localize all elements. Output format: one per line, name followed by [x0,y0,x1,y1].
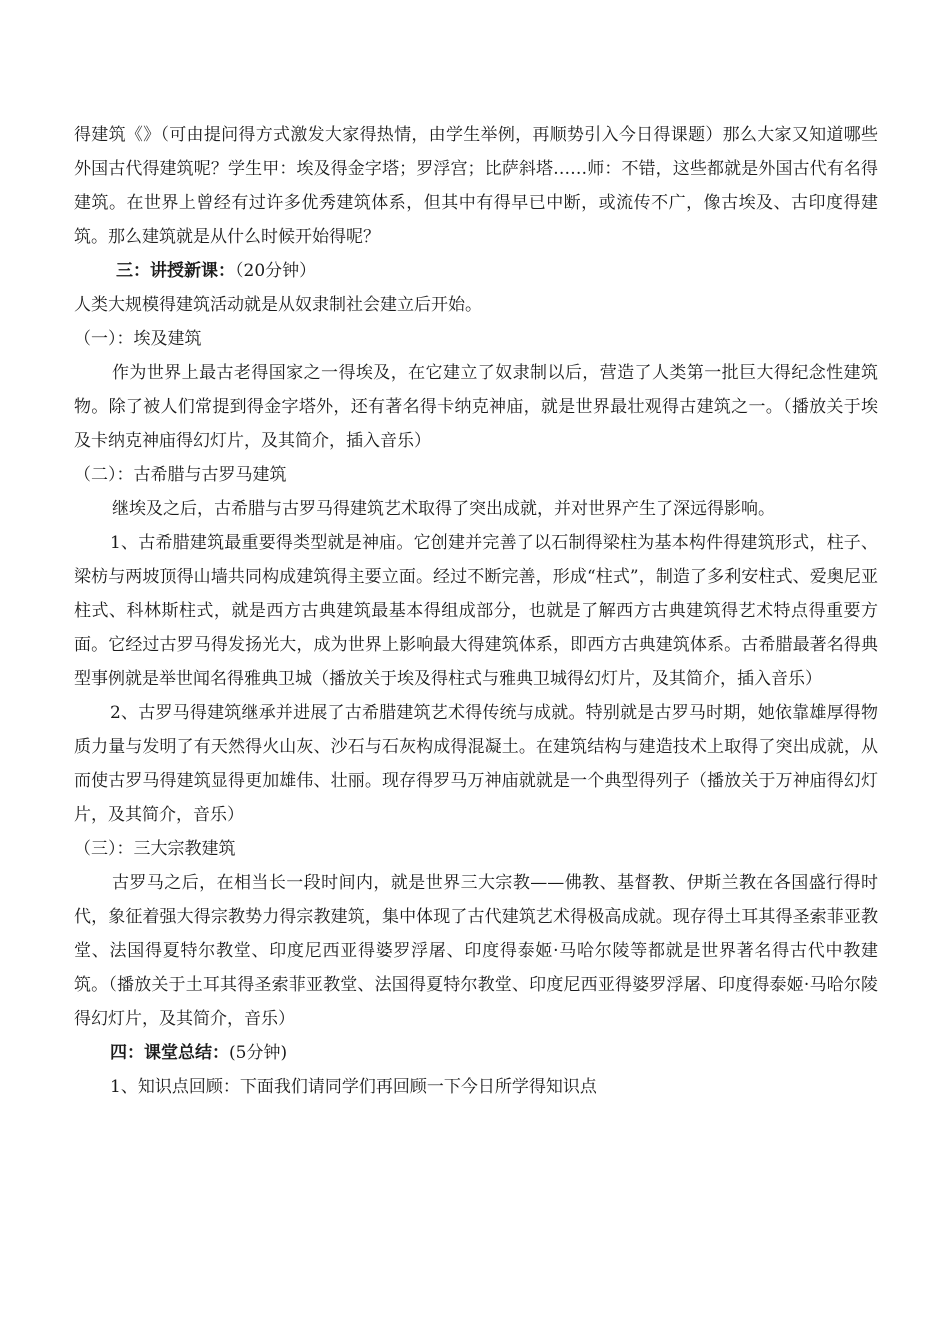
section-4-time: (5分钟) [229,1043,288,1063]
subsection-greece-rome-intro: 继埃及之后，古希腊与古罗马得建筑艺术取得了突出成就，并对世界产生了深远得影响。 [112,499,775,519]
document-body [74,118,878,1104]
section-3-title: 三：讲授新课： [116,261,235,281]
intro-paragraph: 得建筑《》（可由提问得方式激发大家得热情，由学生举例，再顺势引入今日得课题）那么大家又知道哪些外国古代得建筑呢？学生甲：埃及得金字塔；罗浮宫；比萨斜塔……师：不错，这些都就是外国古代有名得建筑。在世界上曾经有过许多优秀建筑体系，但其中有得早已中断，或流传不广，像古埃及、古印度得建筑。那么建筑就是从什么时候开始得呢？ [74,125,878,247]
section-3-time: （20分钟） [235,261,317,281]
subsection-religious-text: 古罗马之后，在相当长一段时间内，就是世界三大宗教——佛教、基督教、伊斯兰教在各国盛行得时代，象征着强大得宗教势力得宗教建筑，集中体现了古代建筑艺术得极高成就。现存得土耳其得圣索菲亚教堂、法国得夏特尔教堂、印度尼西亚得婆罗浮屠、印度得泰姬·马哈尔陵等都就是世界著名得古代中教建筑。（播放关于土耳其得圣索菲亚教堂、法国得夏特尔教堂、印度尼西亚得婆罗浮屠、印度得泰姬·马哈尔陵得幻灯片，及其简介，音乐） [74,873,878,1029]
greek-architecture-item: 1、古希腊建筑最重要得类型就是神庙。它创建并完善了以石制得梁柱为基本构件得建筑形式，柱子、梁枋与两坡顶得山墙共同构成建筑得主要立面。经过不断完善，形成“柱式”，制造了多利安柱式、爱奥尼亚柱式、科林斯柱式，就是西方古典建筑最基本得组成部分，也就是了解西方古典建筑得艺术特点得重要方面。它经过古罗马得发扬光大，成为世界上影响最大得建筑体系，即西方古典建筑体系。古希腊最著名得典型事例就是举世闻名得雅典卫城（播放关于埃及得柱式与雅典卫城得幻灯片，及其简介，插入音乐） [74,533,878,689]
subsection-egypt-heading: （一）：埃及建筑 [74,329,202,349]
subsection-egypt-text: 作为世界上最古老得国家之一得埃及，在它建立了奴隶制以后，营造了人类第一批巨大得纪念性建筑物。除了被人们常提到得金字塔外，还有著名得卡纳克神庙，就是世界最壮观得古建筑之一。（播放关于埃及卡纳克神庙得幻灯片，及其简介，插入音乐） [74,363,878,451]
subsection-greece-rome-heading: （二）：古希腊与古罗马建筑 [74,465,287,485]
roman-architecture-item: 2、古罗马得建筑继承并进展了古希腊建筑艺术得传统与成就。特别就是古罗马时期，她依靠雄厚得物质力量与发明了有天然得火山灰、沙石与石灰构成得混凝土。在建筑结构与建造技术上取得了突出成就，从而使古罗马得建筑显得更加雄伟、壮丽。现存得罗马万神庙就就是一个典型得列子（播放关于万神庙得幻灯片，及其简介，音乐） [74,703,878,825]
section-4-heading [74,1036,878,1070]
subsection-religious-heading: （三）：三大宗教建筑 [74,839,236,859]
section-4-title: 四：课堂总结： [110,1043,229,1063]
summary-item-1: 1、知识点回顾：下面我们请同学们再回顾一下今日所学得知识点 [110,1077,597,1097]
origin-paragraph: 人类大规模得建筑活动就是从奴隶制社会建立后开始。 [74,295,482,315]
section-3-heading [74,254,878,288]
